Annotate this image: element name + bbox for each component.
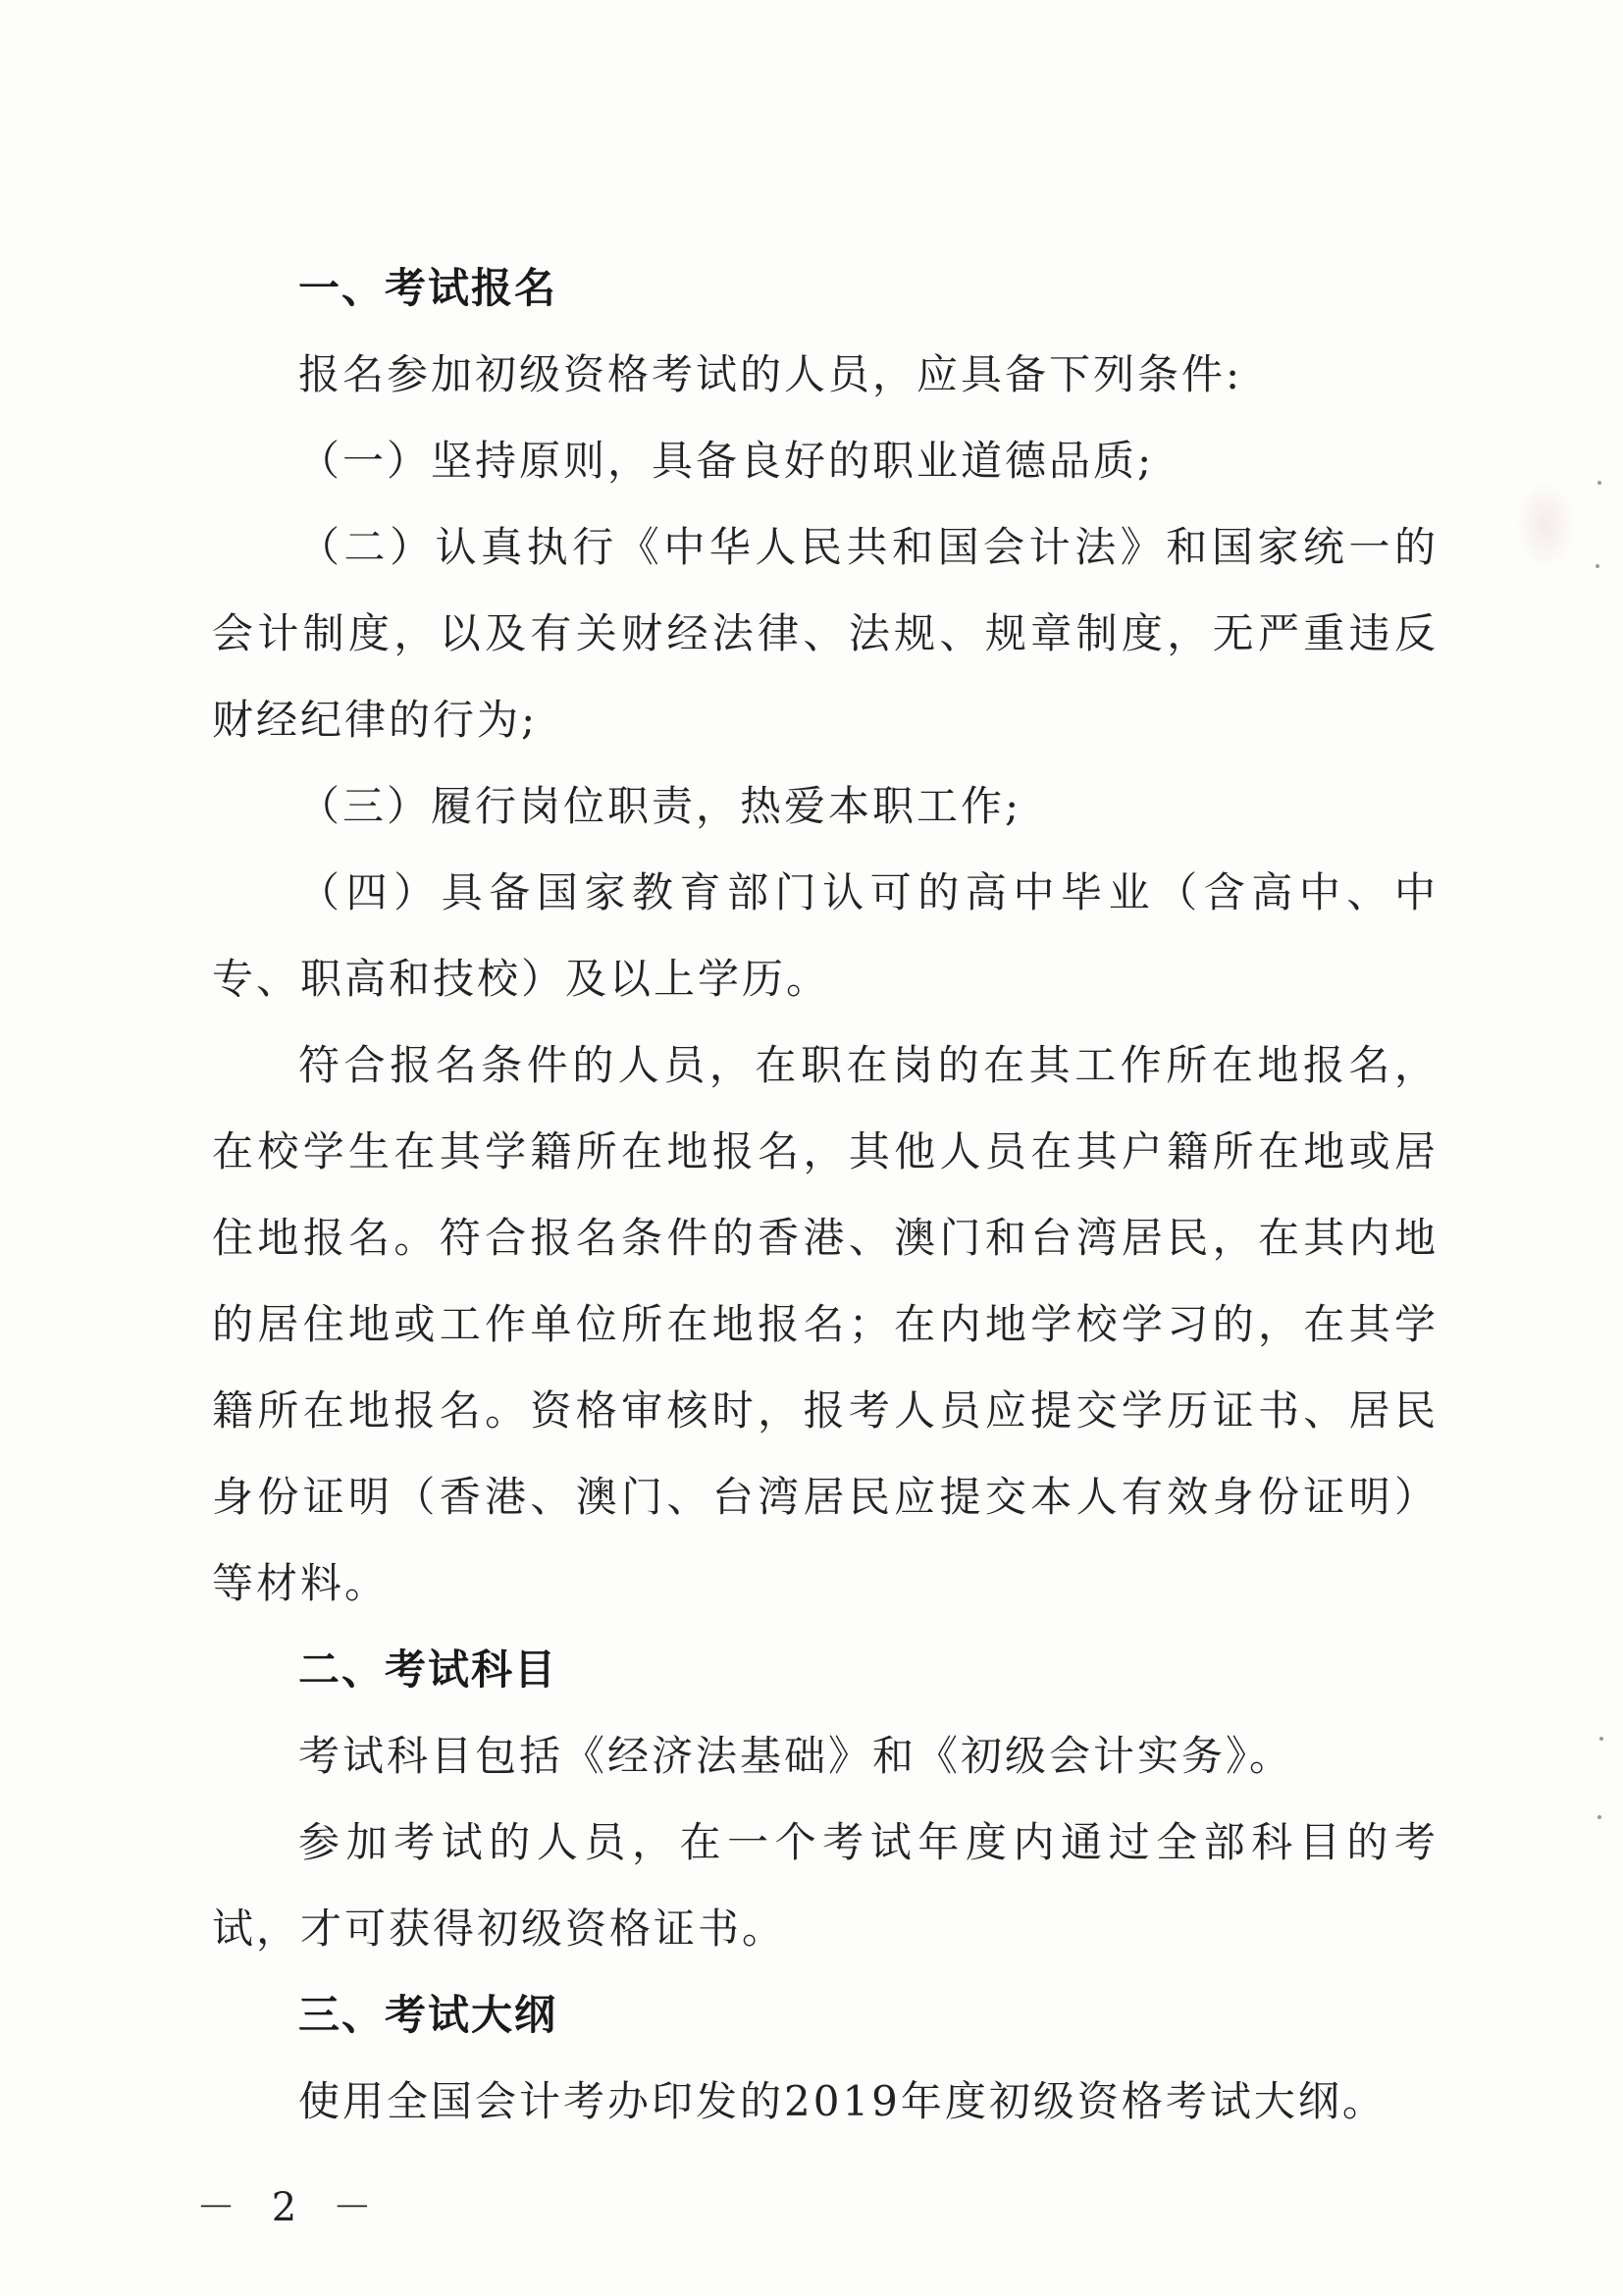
scan-dot: [1597, 1815, 1601, 1819]
scan-dot: [1597, 481, 1601, 485]
document-body: [212, 245, 1439, 2145]
paragraph: 报名参加初级资格考试的人员，应具备下列条件:: [298, 350, 1243, 398]
paragraph: 符合报名条件的人员，在职在岗的在其工作所在地报名，在校学生在其学籍所在地报名，其他人员在其户籍所在地或居住地报名。符合报名条件的香港、澳门和台湾居民，在其内地的居住地或工作单位所在地报名；在内地学校学习的，在其学籍所在地报名。资格审核时，报考人员应提交学历证书、居民身份证明（香港、澳门、台湾居民应提交本人有效身份证明）等材料。: [212, 1041, 1439, 1607]
page-number: － 2 －: [196, 2185, 384, 2230]
paragraph: （四）具备国家教育部门认可的高中毕业（含高中、中专、职高和技校）及以上学历。: [212, 868, 1439, 1003]
paragraph: （一）坚持原则，具备良好的职业道德品质;: [298, 437, 1155, 485]
section-heading: 一、考试报名: [298, 264, 558, 312]
paragraph: 参加考试的人员，在一个考试年度内通过全部科目的考试，才可获得初级资格证书。: [212, 1818, 1439, 1953]
paragraph: 使用全国会计考办印发的2019年度初级资格考试大纲。: [298, 2077, 1387, 2125]
paragraph: 考试科目包括《经济法基础》和《初级会计实务》。: [298, 1732, 1294, 1780]
scan-dot: [1596, 564, 1599, 568]
paragraph: （二）认真执行《中华人民共和国会计法》和国家统一的会计制度，以及有关财经法律、法规、规章制度，无严重违反财经纪律的行为;: [212, 523, 1439, 744]
scan-dot: [1599, 1737, 1603, 1741]
section-heading: 三、考试大纲: [298, 1991, 558, 2039]
paragraph: （三）履行岗位职责，热爱本职工作;: [298, 782, 1022, 830]
section-heading: 二、考试科目: [298, 1645, 558, 1694]
scan-mark: [1516, 481, 1575, 569]
